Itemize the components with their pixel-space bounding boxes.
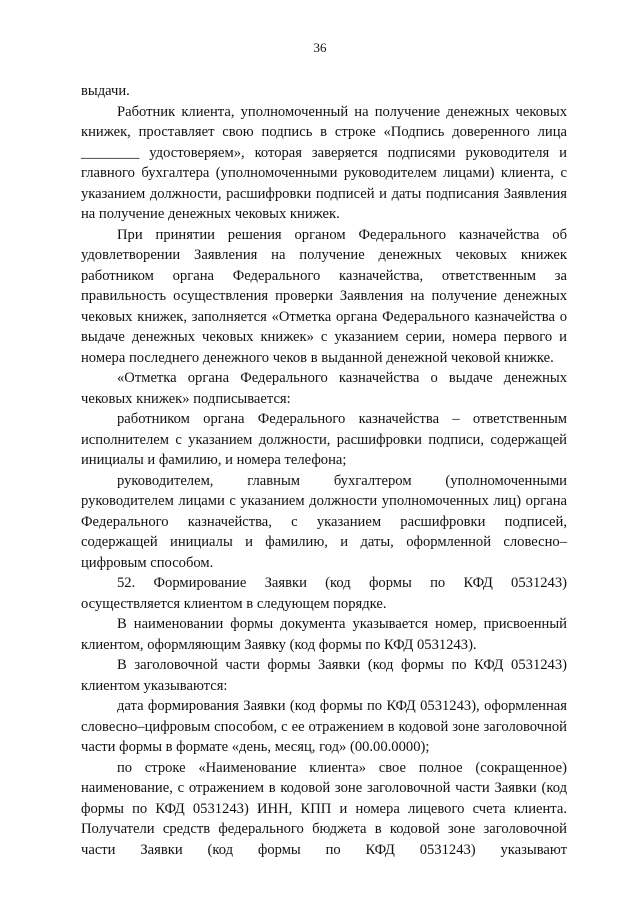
paragraph: В заголовочной части формы Заявки (код формы по КФД 0531243) клиентом указываются: xyxy=(81,657,567,694)
paragraph: выдачи. xyxy=(81,83,130,99)
paragraph: При принятии решения органом Федерального казначейства об удовлетворении Заявления на получение денежных чековых книжек работником органа Федерального казначейства, ответственным за правильность осуществления проверки Заявления на получение денежных чековых книжек, заполняется «Отметка органа Федерального казначейства о выдаче денежных чековых книжек» с указанием серии, номера первого и номера последнего денежного чеков в выданной денежной чековой книжке. xyxy=(81,226,567,366)
paragraph: по строке «Наименование клиента» свое полное (сокращенное) наименование, с отражением в кодовой зоне заголовочной части Заявки (код формы по КФД 0531243) ИНН, КПП и номера лицевого счета клиента. Получатели средств федерального бюджета в кодовой зоне заголовочной части Заявки (код формы по КФД 0531243) указывают xyxy=(81,759,567,858)
paragraph: 52. Формирование Заявки (код формы по КФД 0531243) осуществляется клиентом в следующем порядке. xyxy=(81,575,567,612)
paragraph: В наименовании формы документа указывается номер, присвоенный клиентом, оформляющим Заявку (код формы по КФД 0531243). xyxy=(81,616,567,653)
paragraph: работником органа Федерального казначейства – ответственным исполнителем с указанием должности, расшифровки подписи, содержащей инициалы и фамилию, и номера телефона; xyxy=(81,411,567,468)
paragraph: «Отметка органа Федерального казначейства о выдаче денежных чековых книжек» подписывается: xyxy=(81,370,567,407)
paragraph: руководителем, главным бухгалтером (уполномоченными руководителем лицами с указанием должности уполномоченных лиц) органа Федерального казначейства, с указанием расшифровки подписей, содержащей инициалы и фамилию, и даты, оформленной словесно–цифровым способом. xyxy=(81,472,567,571)
document-body xyxy=(81,81,567,860)
page-number: 36 xyxy=(313,40,327,55)
paragraph: дата формирования Заявки (код формы по КФД 0531243), оформленная словесно–цифровым способом, с ее отражением в кодовой зоне заголовочной части формы в формате «день, месяц, год» (00.00.0000); xyxy=(81,698,567,755)
paragraph: Работник клиента, уполномоченный на получение денежных чековых книжек, проставляет свою подпись в строке «Подпись доверенного лица ________ удостоверяем», которая заверяется подписями руководителя и главного бухгалтера (уполномоченными руководителем лицами) клиента, с указанием должности, расшифровки подписей и даты подписания Заявления на получение денежных чековых книжек. xyxy=(81,103,567,222)
